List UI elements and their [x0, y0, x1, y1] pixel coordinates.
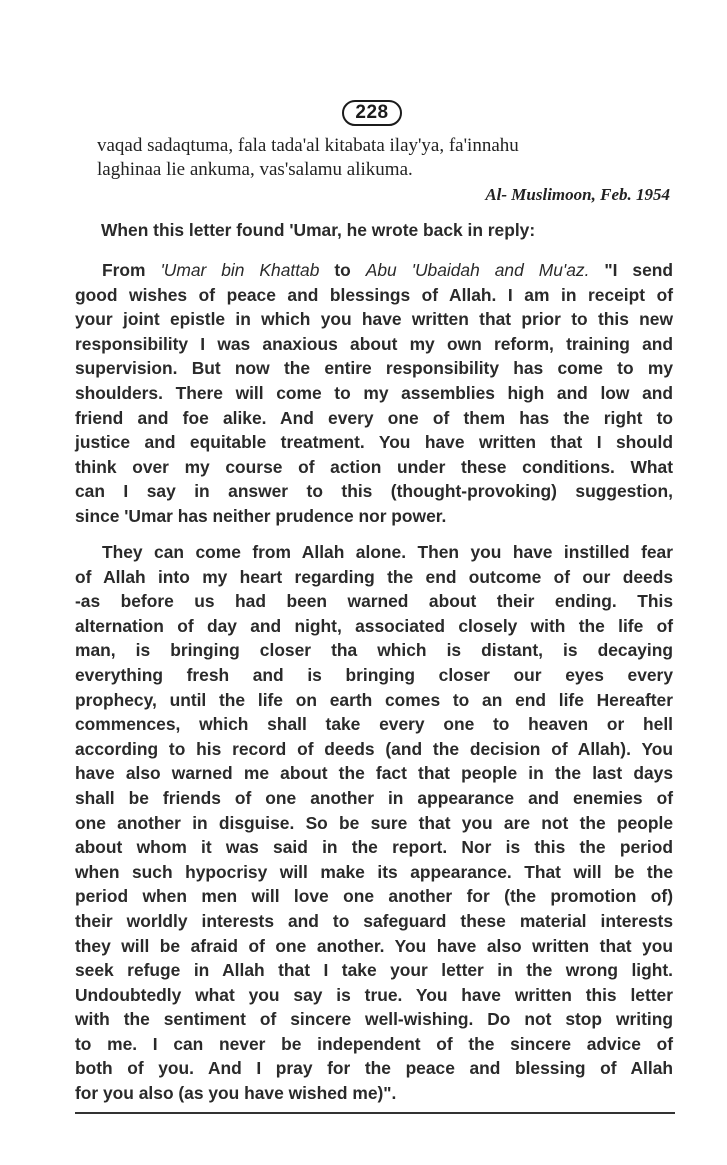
paragraph-line: for you also (as you have wished me)".: [75, 1083, 397, 1104]
paragraph-line: their worldly interests and to safeguard these material interests: [75, 910, 673, 931]
transliteration-line: vaqad sadaqtuma, fala tada'al kitabata ilay'ya, fa'innahu: [97, 135, 519, 156]
paragraph-line: everything fresh and is bringing closer our eyes every: [75, 664, 673, 685]
paragraph-line: shoulders. There will come to my assemblies high and low and: [75, 382, 673, 403]
paragraph-line: They can come from Allah alone. Then you have instilled fear: [102, 542, 673, 562]
letter-paragraph-1: [75, 258, 673, 529]
intro-sentence: [101, 218, 699, 243]
paragraph-line: since 'Umar has neither prudence nor power.: [75, 505, 447, 526]
paragraph-line: man, is bringing closer tha which is distant, is decaying: [75, 640, 673, 661]
source-citation: Al- Muslimoon, Feb. 1954: [485, 185, 670, 204]
paragraph-line: one another in disguise. So be sure that you are not the people: [75, 812, 673, 833]
lead-word: From: [102, 260, 161, 280]
paragraph-line: have also warned me about the fact that people in the last days: [75, 763, 673, 784]
paragraph-line: prophecy, until the life on earth comes to an end life Hereafter: [75, 689, 673, 710]
paragraph-line: when such hypocrisy will make its appearance. That will be the: [75, 861, 673, 882]
paragraph-line: alternation of day and night, associated closely with the life of: [75, 615, 673, 636]
paragraph-line: your joint epistle in which you have written that prior to this new: [75, 309, 673, 330]
paragraph-line: supervision. But now the entire responsibility has come to my: [75, 358, 673, 379]
paragraph-line: about whom it was said in the report. Nor is this the period: [75, 837, 673, 858]
intro-line: When this letter found 'Umar, he wrote back in reply:: [101, 220, 536, 240]
paragraph-line: friend and foe alike. And every one of them has the right to: [75, 407, 673, 428]
paragraph-line: justice and equitable treatment. You have written that I should: [75, 432, 673, 453]
letter-paragraph-2: [75, 540, 673, 1106]
closing-rule: [75, 1112, 675, 1114]
paragraph-line: good wishes of peace and blessings of Allah. I am in receipt of: [75, 284, 673, 305]
paragraph-line: Undoubtedly what you say is true. You have written this letter: [75, 984, 673, 1005]
paragraph-line: to me. I can never be independent of the sincere advice of: [75, 1033, 673, 1054]
sender-name: 'Umar bin Khattab: [160, 260, 320, 280]
paragraph-line: shall be friends of one another in appearance and enemies of: [75, 787, 673, 808]
transliteration-block: [97, 134, 677, 182]
paragraph-line: period when men will love one another for (the promotion of): [75, 886, 673, 907]
paragraph-line: according to his record of deeds (and the decision of Allah). You: [75, 738, 673, 759]
paragraph-line: commences, which shall take every one to heaven or hell: [75, 714, 673, 735]
paragraph-line: can I say in answer to this (thought-provoking) suggestion,: [75, 481, 673, 502]
recipient-names: Abu 'Ubaidah and Mu'az.: [365, 260, 590, 280]
transliteration-line: laghinaa lie ankuma, vas'salamu alikuma.: [97, 159, 413, 180]
paragraph-line: of Allah into my heart regarding the end outcome of our deeds: [75, 566, 673, 587]
paragraph-line: [75, 258, 673, 283]
paragraph-line: seek refuge in Allah that I take your letter in the wrong light.: [75, 960, 673, 981]
paragraph-line: -as before us had been warned about their ending. This: [75, 591, 673, 612]
paragraph-line: with the sentiment of sincere well-wishing. Do not stop writing: [75, 1009, 673, 1030]
paragraph-line: they will be afraid of one another. You have also written that you: [75, 935, 673, 956]
to-word: to: [319, 260, 366, 280]
page-number: 228: [342, 100, 402, 126]
first-line-rest: "I send: [589, 260, 674, 280]
paragraph-line: think over my course of action under these conditions. What: [75, 456, 673, 477]
paragraph-line: responsibility I was anaxious about my own reform, training and: [75, 333, 673, 354]
paragraph-line: both of you. And I pray for the peace and blessing of Allah: [75, 1058, 673, 1079]
